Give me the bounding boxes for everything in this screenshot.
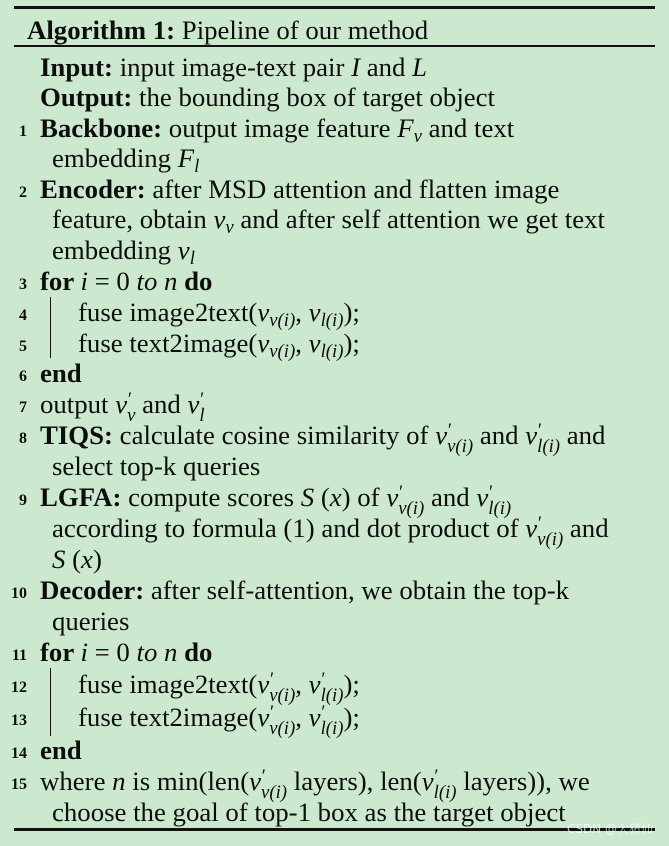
- math-expression: [421, 765, 457, 803]
- prime-subscript: [269, 701, 296, 739]
- math-subscript: v(i): [269, 309, 296, 331]
- algorithm-line-2-continued: [0, 235, 669, 269]
- math-variable: x: [81, 544, 93, 574]
- prime-subscript: [537, 512, 564, 550]
- algorithm-line-9: [0, 481, 669, 519]
- italic-word: to: [136, 637, 165, 667]
- math-variable: v: [308, 297, 321, 327]
- text-run: and after self attention we get text: [233, 204, 605, 234]
- math-variable: v: [177, 235, 190, 265]
- line-number: 12: [11, 678, 27, 696]
- math-expression: [80, 266, 87, 296]
- text-run: );: [343, 328, 360, 358]
- text-run: choose the goal of top-1 box as the target object: [52, 797, 566, 827]
- line-number: 5: [19, 337, 27, 355]
- math-subscript: l(i): [433, 781, 457, 803]
- text-run: fuse image2text(: [78, 669, 258, 699]
- text-run: ,: [295, 669, 309, 699]
- math-expression: [81, 544, 93, 574]
- math-variable: v: [257, 669, 270, 699]
- math-expression: [525, 419, 561, 457]
- math-variable: L: [412, 52, 428, 82]
- text-run: output: [40, 389, 116, 419]
- algorithm-label: Algorithm 1:: [27, 15, 176, 45]
- algorithm-title: [27, 15, 428, 45]
- algorithm-line-9-continued: [0, 512, 669, 550]
- math-variable: S: [52, 544, 66, 574]
- text-run: (: [65, 544, 82, 574]
- math-subscript: v(i): [537, 528, 564, 550]
- math-expression: [412, 52, 427, 82]
- prime-subscript: [269, 668, 296, 706]
- line-number: 15: [11, 775, 27, 793]
- math-subscript: v(i): [269, 684, 296, 706]
- math-subscript: v: [127, 404, 136, 426]
- math-variable: v: [435, 420, 448, 450]
- math-subscript: l: [189, 247, 195, 269]
- text-run: );: [343, 297, 360, 327]
- keyword: Backbone:: [40, 113, 163, 143]
- text-run: (: [314, 482, 330, 512]
- math-variable: x: [329, 482, 342, 512]
- math-expression: [257, 328, 296, 362]
- math-variable: v: [187, 389, 200, 419]
- text-run: fuse text2image(: [78, 328, 258, 358]
- line-number: 9: [19, 491, 27, 509]
- math-variable: v: [249, 766, 262, 796]
- math-prime: ′: [269, 701, 275, 723]
- keyword: do: [177, 637, 213, 667]
- text-run: );: [343, 702, 360, 732]
- line-number: 1: [19, 122, 27, 140]
- keyword: Input:: [40, 52, 113, 82]
- prime-subscript: [447, 419, 474, 457]
- text-run: and: [135, 389, 188, 419]
- math-variable: v: [386, 482, 399, 512]
- text-run: = 0: [87, 266, 137, 296]
- line-number: 8: [19, 429, 27, 447]
- math-variable: S: [300, 482, 315, 512]
- text-run: = 0: [87, 637, 137, 667]
- math-variable: v: [115, 389, 128, 419]
- algorithm-line-1: [0, 113, 669, 147]
- math-expression: [308, 297, 344, 331]
- line-number: 4: [19, 306, 27, 324]
- algorithm-line-13: [0, 701, 669, 739]
- text-run: ,: [295, 297, 309, 327]
- math-expression: [187, 388, 205, 426]
- algorithm-line-7: [0, 388, 669, 426]
- text-run: and: [560, 420, 606, 450]
- math-subscript: v: [413, 125, 422, 147]
- line-number: 13: [11, 711, 27, 729]
- math-prime: ′: [537, 512, 543, 534]
- line-number: 10: [11, 584, 27, 602]
- math-expression: [397, 113, 422, 147]
- math-variable: v: [257, 702, 270, 732]
- algorithm-line-15: [0, 765, 669, 803]
- text-run: input image-text pair: [113, 52, 352, 82]
- prime-subscript: [199, 388, 205, 426]
- text-run: embedding: [52, 235, 178, 265]
- top-rule: [14, 6, 655, 9]
- math-subscript: v(i): [447, 435, 474, 457]
- algorithm-line-2: [0, 174, 669, 204]
- math-variable: I: [351, 52, 361, 82]
- math-expression: [249, 765, 288, 803]
- text-run: fuse text2image(: [78, 702, 258, 732]
- algorithm-line-11: [0, 637, 669, 667]
- math-expression: [330, 482, 342, 512]
- math-variable: v: [308, 702, 321, 732]
- math-prime: ′: [537, 419, 542, 441]
- algorithm-line-10-continued: [0, 606, 669, 636]
- math-variable: v: [308, 328, 321, 358]
- keyword: for: [40, 266, 81, 296]
- text-run: and: [360, 52, 413, 82]
- math-subscript: l(i): [488, 497, 512, 519]
- math-expression: [525, 512, 564, 550]
- text-run: );: [343, 669, 360, 699]
- text-run: after MSD attention and flatten image: [145, 174, 560, 204]
- algorithm-line-14: [0, 735, 669, 765]
- text-run: calculate cosine similarity of: [112, 420, 436, 450]
- line-number: 2: [19, 183, 27, 201]
- math-expression: [476, 481, 512, 519]
- math-expression: [351, 52, 360, 82]
- math-subscript: l(i): [320, 717, 344, 739]
- keyword: end: [40, 735, 82, 765]
- algorithm-line-2-continued: [0, 204, 669, 238]
- math-prime: ′: [447, 419, 452, 441]
- text-run: layers), len(: [287, 766, 422, 796]
- algorithm-line-6: [0, 358, 669, 388]
- math-subscript: l: [199, 404, 205, 426]
- math-variable: v: [213, 204, 226, 234]
- math-prime: ′: [321, 701, 326, 723]
- math-expression: [52, 544, 65, 574]
- math-variable: i: [80, 266, 88, 296]
- prime-subscript: [488, 481, 512, 519]
- math-subscript: v(i): [269, 340, 296, 362]
- text-run: compute scores: [121, 482, 301, 512]
- math-expression: [308, 668, 344, 706]
- math-expression: [164, 266, 177, 296]
- math-variable: v: [257, 297, 270, 327]
- math-subscript: l: [194, 155, 200, 177]
- math-prime: ′: [321, 668, 326, 690]
- text-run: output image feature: [162, 113, 398, 143]
- text-run: and: [563, 513, 609, 543]
- text-run: according to formula (1) and dot product of: [52, 513, 526, 543]
- math-prime: ′: [269, 668, 275, 690]
- algorithm-line-10: [0, 575, 669, 605]
- line-number: 6: [19, 367, 27, 385]
- keyword: LGFA:: [40, 482, 122, 512]
- math-variable: v: [476, 482, 489, 512]
- algorithm-line-9-continued: [0, 544, 669, 574]
- keyword: for: [40, 637, 81, 667]
- prime-subscript: [537, 419, 561, 457]
- math-expression: [257, 701, 296, 739]
- math-variable: n: [164, 637, 178, 667]
- text-run: after self-attention, we obtain the top-k: [144, 575, 570, 605]
- italic-word: to: [136, 266, 165, 296]
- line-number: 11: [11, 646, 27, 664]
- math-expression: [308, 328, 344, 362]
- math-prime: ′: [200, 388, 205, 410]
- text-run: is min(len(: [125, 766, 250, 796]
- text-run: ,: [295, 702, 309, 732]
- algorithm-line-8: [0, 419, 669, 457]
- math-expression: [80, 637, 87, 667]
- text-run: and text: [421, 113, 515, 143]
- prime-subscript: [320, 668, 344, 706]
- math-expression: [386, 481, 425, 519]
- math-expression: [257, 668, 296, 706]
- math-variable: v: [257, 328, 270, 358]
- math-variable: v: [525, 513, 538, 543]
- math-prime: ′: [127, 388, 132, 410]
- prime-subscript: [320, 701, 344, 739]
- line-number: 7: [19, 398, 27, 416]
- math-prime: ′: [434, 765, 439, 787]
- title-rule: [14, 45, 655, 47]
- text-run: ): [92, 544, 102, 574]
- math-subscript: v(i): [261, 781, 288, 803]
- math-expression: [301, 482, 314, 512]
- math-subscript: l(i): [320, 684, 344, 706]
- text-run: feature, obtain: [52, 204, 214, 234]
- math-subscript: v: [225, 216, 234, 238]
- prime-subscript: [398, 481, 425, 519]
- line-number: 14: [11, 744, 27, 762]
- math-subscript: l(i): [320, 309, 344, 331]
- algorithm-line-1-continued: [0, 143, 669, 177]
- algorithm-line-12: [0, 668, 669, 706]
- text-run: the bounding box of target object: [132, 82, 496, 112]
- keyword: TIQS:: [40, 420, 113, 450]
- text-run: where: [40, 766, 113, 796]
- algorithm-caption: Pipeline of our method: [181, 15, 429, 45]
- math-expression: [115, 388, 136, 426]
- math-variable: v: [525, 420, 538, 450]
- algorithm-line-5: [0, 328, 669, 362]
- text-run: layers)), we: [456, 766, 590, 796]
- keyword: Encoder:: [40, 174, 146, 204]
- keyword: Decoder:: [40, 575, 145, 605]
- input-line: [0, 52, 669, 82]
- math-expression: [213, 204, 234, 238]
- text-run: ,: [295, 328, 309, 358]
- watermark: CSDN @大猪仙: [566, 822, 653, 836]
- math-variable: F: [177, 143, 195, 173]
- math-expression: [257, 297, 296, 331]
- text-run: select top-k queries: [52, 451, 261, 481]
- math-expression: [308, 701, 344, 739]
- math-prime: ′: [261, 765, 266, 787]
- math-expression: [112, 766, 125, 796]
- math-expression: [164, 637, 177, 667]
- math-variable: F: [397, 113, 414, 143]
- math-expression: [177, 235, 195, 269]
- keyword: end: [40, 358, 82, 388]
- math-variable: v: [421, 766, 434, 796]
- line-number: 3: [19, 275, 27, 293]
- algorithm-line-3: [0, 266, 669, 296]
- keyword: Output:: [40, 82, 133, 112]
- math-expression: [435, 419, 474, 457]
- math-variable: v: [308, 669, 321, 699]
- output-line: [0, 82, 669, 112]
- math-subscript: l(i): [320, 340, 344, 362]
- text-run: queries: [52, 606, 130, 636]
- math-subscript: v(i): [398, 497, 425, 519]
- math-subscript: l(i): [537, 435, 561, 457]
- prime-subscript: [261, 765, 288, 803]
- prime-subscript: [433, 765, 457, 803]
- text-run: ) of: [341, 482, 387, 512]
- math-subscript: v(i): [269, 717, 296, 739]
- math-expression: [177, 143, 200, 177]
- math-variable: i: [80, 637, 88, 667]
- math-prime: ′: [398, 481, 404, 503]
- text-run: embedding: [52, 143, 178, 173]
- text-run: and: [424, 482, 477, 512]
- text-run: and: [473, 420, 526, 450]
- bottom-rule: [14, 828, 655, 831]
- math-variable: n: [164, 266, 178, 296]
- text-run: fuse image2text(: [78, 297, 258, 327]
- keyword: do: [177, 266, 213, 296]
- algorithm-line-8-continued: [0, 451, 669, 481]
- algorithm-line-4: [0, 297, 669, 331]
- math-variable: n: [112, 766, 126, 796]
- math-prime: ′: [489, 481, 494, 503]
